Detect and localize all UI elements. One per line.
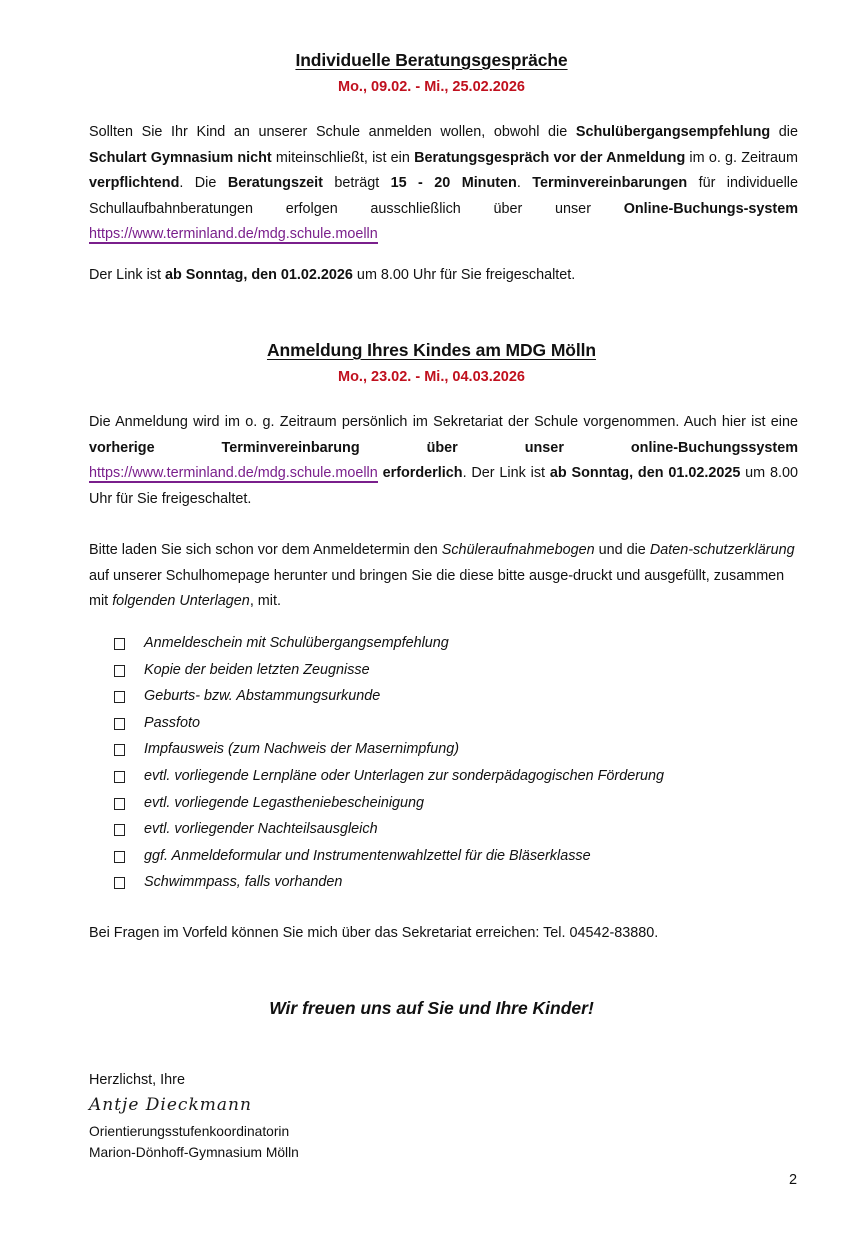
signature-name: Antje Dieckmann: [89, 1095, 252, 1115]
documents-checklist: [114, 632, 664, 898]
text-run: die: [770, 124, 799, 140]
bold-text: ab Sonntag, den 01.02.2025: [549, 465, 741, 482]
checklist-item: [114, 712, 664, 739]
bold-text: Schulübergangsempfehlung: [575, 124, 771, 140]
checklist-item-label: Impfausweis (zum Nachweis der Masernimpfung): [144, 741, 460, 758]
checkbox-icon[interactable]: [114, 638, 125, 650]
checklist-item-label: Kopie der beiden letzten Zeugnisse: [144, 661, 370, 678]
text-run: auf unserer Schulhomepage herunter und bringen Sie die diese bitte ausge-druckt und ausgefüllt, zusammen mit: [89, 567, 785, 610]
bold-text: Terminvereinbarungen: [532, 175, 688, 192]
checklist-item-label: Schwimmpass, falls vorhanden: [144, 874, 343, 891]
anmeldung-paragraph: [89, 410, 798, 512]
italic-text: Daten-schutzerklärung: [649, 542, 795, 558]
text-run: beträgt: [322, 175, 391, 192]
checklist-item: [114, 659, 664, 686]
checklist-item-label: ggf. Anmeldeformular und Instrumentenwahlzettel für die Bläserklasse: [144, 847, 591, 864]
text-run: und die: [594, 542, 650, 558]
checkbox-icon[interactable]: [114, 851, 125, 863]
section-heading-anmeldung: Anmeldung Ihres Kindes am MDG Mölln: [266, 340, 597, 360]
signature-school: Marion-Dönhoff-Gymnasium Mölln: [89, 1145, 299, 1160]
bold-text: Schulart Gymnasium nicht: [89, 149, 272, 166]
checklist-item-label: Anmeldeschein mit Schulübergangsempfehlung: [144, 635, 449, 651]
checkbox-icon[interactable]: [114, 771, 125, 783]
bold-text: vorherige Terminvereinbarung über unser online-Buchungssystem: [89, 439, 798, 456]
checklist-item: [114, 685, 664, 712]
section-dates-beratung: Mo., 09.02. - Mi., 25.02.2026: [338, 79, 525, 95]
checkbox-icon[interactable]: [114, 718, 125, 730]
text-run: um 8.00 Uhr für Sie freigeschaltet.: [352, 267, 576, 283]
text-run: im o. g. Zeitraum: [685, 149, 798, 166]
checkbox-icon[interactable]: [114, 877, 125, 889]
section-heading-beratung: Individuelle Beratungsgespräche: [295, 50, 568, 70]
text-run: . Der Link ist: [462, 465, 550, 482]
booking-link[interactable]: https://www.terminland.de/mdg.schule.moelln: [89, 226, 378, 243]
contact-paragraph: Bei Fragen im Vorfeld können Sie mich über das Sekretariat erreichen: Tel. 04542-83880.: [89, 925, 659, 941]
text-run: Der Link ist: [89, 267, 165, 283]
text-run: .: [516, 175, 533, 192]
bold-text: erforderlich: [382, 465, 463, 482]
booking-link[interactable]: https://www.terminland.de/mdg.schule.moelln: [89, 465, 378, 482]
text-run: , mit.: [249, 593, 281, 610]
beratung-paragraph: [89, 120, 798, 248]
checklist-item-label: Geburts- bzw. Abstammungsurkunde: [144, 688, 381, 705]
bold-text: Beratungszeit: [227, 175, 323, 192]
checklist-item: [114, 845, 664, 872]
beratung-link-notice: [89, 263, 798, 289]
italic-text: Schüleraufnahmebogen: [441, 542, 595, 558]
text-run: Bitte laden Sie sich schon vor dem Anmeldetermin den: [89, 542, 442, 558]
checkbox-icon[interactable]: [114, 744, 125, 756]
checklist-item: [114, 818, 664, 845]
checkbox-icon[interactable]: [114, 824, 125, 836]
checklist-item-label: evtl. vorliegende Legastheniebescheinigung: [144, 794, 425, 811]
bold-text: verpflichtend: [89, 175, 180, 192]
checklist-item: [114, 871, 664, 898]
signature-role: Orientierungsstufenkoordinatorin: [89, 1124, 290, 1139]
section-dates-anmeldung: Mo., 23.02. - Mi., 04.03.2026: [338, 369, 525, 385]
text-run: für individuelle Schullaufbahnberatungen erfolgen ausschließlich über unser: [89, 175, 798, 217]
checkbox-icon[interactable]: [114, 798, 125, 810]
checklist-item-label: Passfoto: [144, 714, 200, 731]
text-run: miteinschließt, ist ein: [271, 149, 415, 166]
text-run: um 8.00 Uhr für Sie freigeschaltet.: [89, 465, 799, 507]
documents-intro-paragraph: [89, 538, 798, 615]
checklist-item: [114, 632, 664, 659]
bold-text: 15 - 20 Minuten: [390, 175, 517, 192]
bold-text: Online-Buchungs-system: [623, 200, 798, 217]
bold-text: ab Sonntag, den 01.02.2026: [164, 267, 353, 283]
checklist-item-label: evtl. vorliegende Lernpläne oder Unterlagen zur sonderpädagogischen Förderung: [144, 767, 665, 784]
text-run: Sollten Sie Ihr Kind an unserer Schule anmelden wollen, obwohl die: [89, 124, 576, 140]
bold-text: Beratungsgespräch vor der Anmeldung: [414, 149, 686, 166]
text-run: Die Anmeldung wird im o. g. Zeitraum persönlich im Sekretariat der Schule vorgenommen. Auch hier ist eine: [89, 414, 798, 430]
checkbox-icon[interactable]: [114, 665, 125, 677]
text-run: . Die: [179, 175, 228, 192]
signature-greeting: Herzlichst, Ihre: [89, 1072, 185, 1088]
checklist-item-label: evtl. vorliegender Nachteilsausgleich: [144, 821, 378, 838]
page-number: 2: [789, 1172, 798, 1188]
checklist-item: [114, 765, 664, 792]
checklist-item: [114, 738, 664, 765]
checkbox-icon[interactable]: [114, 691, 125, 703]
checklist-item: [114, 792, 664, 819]
closing-line: Wir freuen uns auf Sie und Ihre Kinder!: [269, 998, 594, 1018]
italic-text: folgenden Unterlagen: [112, 593, 250, 610]
